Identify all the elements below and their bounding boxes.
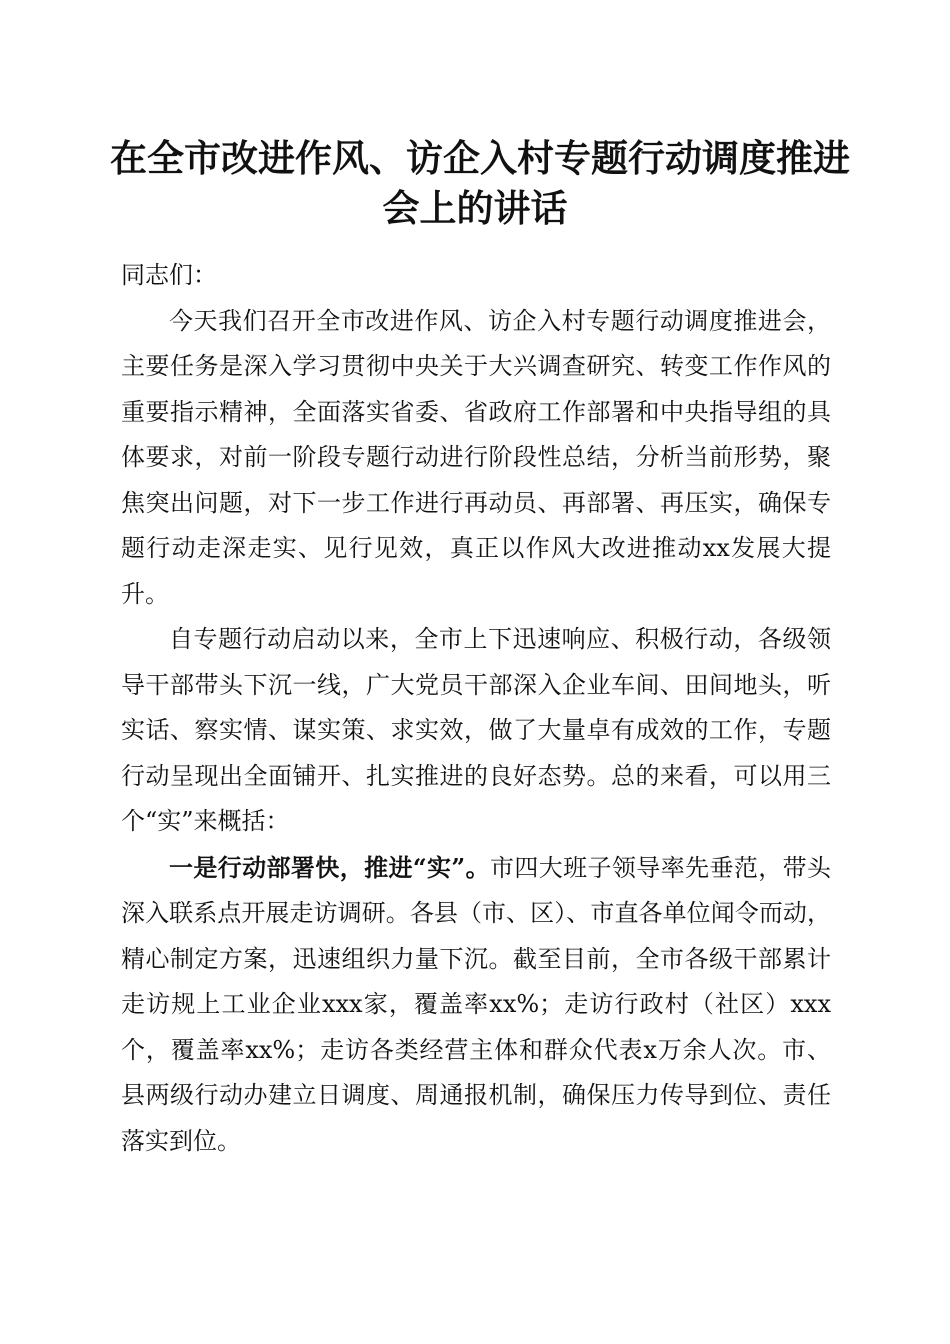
document-body	[121, 253, 831, 1164]
paragraph-text: 市四大班子领导率先垂范，带头深入联系点开展走访调研。各县（市、区）、市直各单位闻令而动，精心制定方案，迅速组织力量下沉。截至目前，全市各级干部累计走访规上工业企业xxx家，覆盖率xx%；走访行政村（社区）xxx个，覆盖率xx%；走访各类经营主体和群众代表x万余人次。市、县两级行动办建立日调度、周通报机制，确保压力传导到位、责任落实到位。	[121, 853, 832, 1155]
salutation: 同志们：	[121, 261, 217, 289]
document-title	[110, 133, 850, 233]
paragraph-text: 自专题行动启动以来，全市上下迅速响应、积极行动，各级领导干部带头下沉一线，广大党员干部深入企业车间、田间地头，听实话、察实情、谋实策、求实效，做了大量卓有成效的工作，专题行动呈现出全面铺开、扎实推进的良好态势。总的来看，可以用三个“实”来概括：	[121, 625, 831, 835]
paragraph-point-one	[121, 845, 831, 1165]
paragraph-lead: 一是行动部署快，推进“实”。	[169, 852, 490, 882]
paragraph-text: 今天我们召开全市改进作风、访企入村专题行动调度推进会，主要任务是深入学习贯彻中央关于大兴调查研究、转变工作作风的重要指示精神，全面落实省委、省政府工作部署和中央指导组的具体要求，对前一阶段专题行动进行阶段性总结，分析当前形势，聚焦突出问题，对下一步工作进行再动员、再部署、再压实，确保专题行动走深走实、见行见效，真正以作风大改进推动xx发展大提升。	[121, 306, 831, 608]
paragraph-intro	[121, 299, 831, 618]
title-line-2: 会上的讲话	[382, 186, 568, 230]
paragraph-overview	[121, 617, 831, 845]
title-line-1: 在全市改进作风、访企入村专题行动调度推进	[110, 136, 850, 180]
